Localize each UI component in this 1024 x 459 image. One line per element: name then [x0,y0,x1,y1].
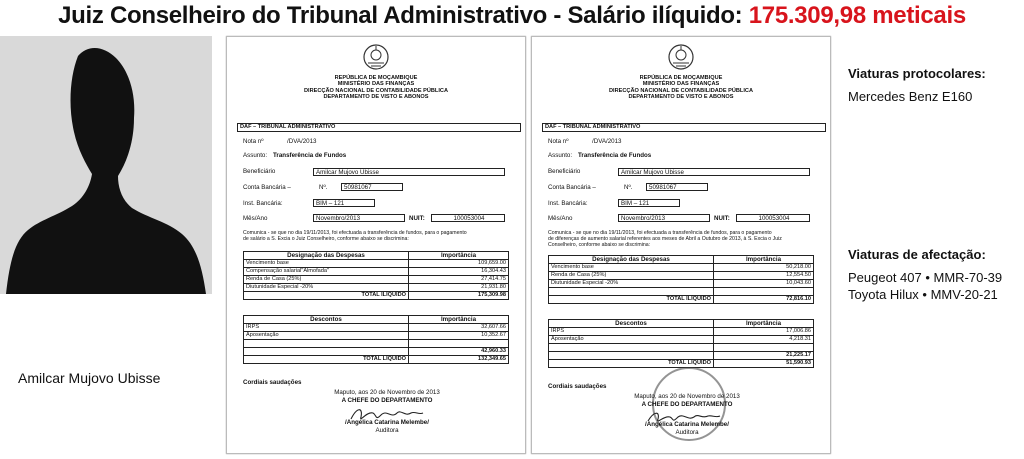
table-row [549,288,814,296]
assign-item: Toyota Hilux • MMV-20-21 [848,287,998,302]
despesa-label: Vencimento base [244,260,409,268]
total-iliquido-label: TOTAL ILÍQUIDO [549,296,714,304]
despesa-value: 21,931.80 [409,284,509,292]
despesa-value: 27,414.75 [409,276,509,284]
nota-label: Nota nº [243,138,264,145]
header-line: DEPARTAMENTO DE VISTO E ABONOS [323,94,429,101]
table-row [244,276,509,284]
beneficiario-value: Amilcar Mujovo Ubisse [313,168,505,176]
descontos-table [548,319,814,368]
signature-icon [644,407,724,427]
table-header-row [549,320,814,328]
total-iliquido-value: 175,309.98 [409,292,509,300]
comunica-line: de salário a S. Excia o Juiz Conselheiro, conforme abaixo se discrimina: [243,236,409,243]
despesa-value: 12,554.50 [714,272,814,280]
despesa-label: Diutunidade Especial -20% [244,284,409,292]
coat-of-arms-icon [362,43,390,71]
comunica-text [243,230,515,242]
conta-label: Conta Bancária – [243,184,291,191]
total-liquido-label: TOTAL LÍQUIDO [549,360,714,368]
header-line: DIRECÇÃO NACIONAL DE CONTABILIDADE PÚBLICA [304,87,448,94]
person-silhouette-icon [0,36,212,294]
importancia-header: Importância [409,252,509,260]
comunica-line: Comunica - se que no dia 19/11/2013, foi efectuada a transferência de fundos, para o pagamento [243,230,467,236]
assunto-label: Assunto: [243,152,268,159]
table-row [549,328,814,336]
place-date: Maputo, aos 20 de Novembro de 2013 [334,389,440,396]
header-line: DEPARTAMENTO DE VISTO E ABONOS [628,94,734,101]
conta-label: Conta Bancária – [548,184,596,191]
despesa-value: 50,218.00 [714,264,814,272]
coat-of-arms-icon [667,43,695,71]
protocol-title: Viaturas protocolares: [848,66,986,81]
nota-value: /DVA/2013 [592,138,622,145]
chefe-title: A CHEFE DO DEPARTAMENTO [341,397,433,404]
table-row [549,280,814,288]
ministry-header [227,75,525,101]
inst-label: Inst. Bancária: [548,200,588,207]
nota-value: /DVA/2013 [287,138,317,145]
descontos-header: Descontos [244,316,409,324]
despesa-label: Vencimento base [549,264,714,272]
descontos-table [243,315,509,364]
despesas-header: Designação das Despesas [244,252,409,260]
desconto-value: 17,006.86 [714,328,814,336]
nota-label: Nota nº [548,138,569,145]
mes-label: Mês/Ano [243,215,268,222]
table-header-row [549,256,814,264]
despesa-value: 109,659.00 [409,260,509,268]
assunto-value: Transferência de Fundos [273,152,347,159]
daf-box: DAF – TRIBUNAL ADMINISTRATIVO [542,123,826,132]
assunto-value: Transferência de Fundos [578,152,652,159]
header-line: MINISTÉRIO DAS FINANÇAS [642,81,720,88]
header-line: REPÚBLICA DE MOÇAMBIQUE [639,75,723,81]
nuit-value: 100053004 [736,214,810,222]
total-liquido-row [549,360,814,368]
nuit-label: NUIT: [409,215,425,222]
total-liquido-label: TOTAL LÍQUIDO [244,356,409,364]
beneficiario-label: Beneficiário [548,168,581,175]
table-row [244,268,509,276]
desconto-label: IRPS [244,324,409,332]
importancia-header: Importância [714,320,814,328]
desconto-label: Aposentação [549,336,714,344]
document-1 [226,36,526,454]
comunica-text [548,230,820,249]
despesa-value: 16,304.43 [409,268,509,276]
signer-name: /Angélica Catarina Melembe/ [645,421,729,428]
daf-box: DAF – TRIBUNAL ADMINISTRATIVO [237,123,521,132]
comunica-line: de diferenças de aumento salarial referentes aos meses de Abril a Outubro de 2013, à S. Excia o Juiz [548,236,782,243]
table-row [549,272,814,280]
desconto-label: IRPS [549,328,714,336]
table-row [549,336,814,344]
mes-label: Mês/Ano [548,215,573,222]
beneficiario-value: Amilcar Mujovo Ubisse [618,168,810,176]
desconto-value: 32,607.66 [409,324,509,332]
total-iliquido-label: TOTAL ILÍQUIDO [244,292,409,300]
table-row [244,340,509,348]
chefe-title: A CHEFE DO DEPARTAMENTO [641,401,733,408]
cordiais-text: Cordiais saudações [548,383,607,390]
inst-label: Inst. Bancária: [243,200,283,207]
person-name: Amilcar Mujovo Ubisse [18,370,161,386]
total-liquido-row [244,356,509,364]
importancia-header: Importância [714,256,814,264]
descontos-total-row [549,352,814,360]
desconto-value: 4,218.31 [714,336,814,344]
mes-value: Novembro/2013 [618,214,710,222]
header-line: REPÚBLICA DE MOÇAMBIQUE [334,75,418,81]
signer-role: Auditora [675,429,699,436]
conta-n-label: Nº. [319,184,328,191]
assunto-label: Assunto: [548,152,573,159]
place-date: Maputo, aos 20 de Novembro de 2013 [634,393,740,400]
table-row [549,264,814,272]
total-iliquido-row [244,292,509,300]
table-header-row [244,316,509,324]
beneficiario-label: Beneficiário [243,168,276,175]
despesa-label: Renda de Casa (25%) [244,276,409,284]
assign-title: Viaturas de afectação: [848,247,986,262]
table-row [244,324,509,332]
inst-value: BIM – 121 [618,199,680,207]
table-row [244,332,509,340]
desconto-label: Aposentação [244,332,409,340]
table-row [244,260,509,268]
nuit-label: NUIT: [714,215,730,222]
inst-value: BIM – 121 [313,199,375,207]
nuit-value: 100053004 [431,214,505,222]
table-header-row [244,252,509,260]
header-line: DIRECÇÃO NACIONAL DE CONTABILIDADE PÚBLICA [609,87,753,94]
table-row [549,344,814,352]
despesa-label: Compensação salarial"Almofada" [244,268,409,276]
conta-value: 50981067 [646,183,708,191]
total-liquido-value: 51,590.93 [714,360,814,368]
person-photo [0,36,212,294]
conta-value: 50981067 [341,183,403,191]
descontos-total-row [244,348,509,356]
despesas-table [548,255,814,304]
importancia-header: Importância [409,316,509,324]
total-iliquido-value: 72,816.10 [714,296,814,304]
despesa-value: 10,043.60 [714,280,814,288]
comunica-line: Comunica - se que no dia 19/11/2013, foi efectuada a transferência de fundos, para o pagamento [548,230,772,236]
descontos-header: Descontos [549,320,714,328]
descontos-total-value: 21,225.17 [714,352,814,360]
signer-name: /Angélica Catarina Melembe/ [345,419,429,426]
cordiais-text: Cordiais saudações [243,379,302,386]
headline-prefix: Juiz Conselheiro do Tribunal Administrativo - Salário ilíquido: [58,2,743,29]
assign-item: Peugeot 407 • MMR-70-39 [848,270,1003,285]
signer-role: Auditora [375,427,399,434]
header-line: MINISTÉRIO DAS FINANÇAS [337,81,415,88]
mes-value: Novembro/2013 [313,214,405,222]
total-iliquido-row [549,296,814,304]
headline [0,2,1024,30]
conta-n-label: Nº. [624,184,633,191]
despesa-label: Renda de Casa (25%) [549,272,714,280]
descontos-total-value: 42,960.33 [409,348,509,356]
desconto-value: 10,352.67 [409,332,509,340]
ministry-header [532,75,830,101]
protocol-item: Mercedes Benz E160 [848,89,973,104]
headline-amount: 175.309,98 meticais [748,2,966,29]
despesas-table [243,251,509,300]
table-row [244,284,509,292]
despesa-label: Diutunidade Especial -20% [549,280,714,288]
comunica-line: Conselheiro, conforme abaixo se discrimina: [548,242,651,249]
signature-icon [347,403,427,425]
document-2 [531,36,831,454]
despesas-header: Designação das Despesas [549,256,714,264]
total-liquido-value: 132,349.65 [409,356,509,364]
